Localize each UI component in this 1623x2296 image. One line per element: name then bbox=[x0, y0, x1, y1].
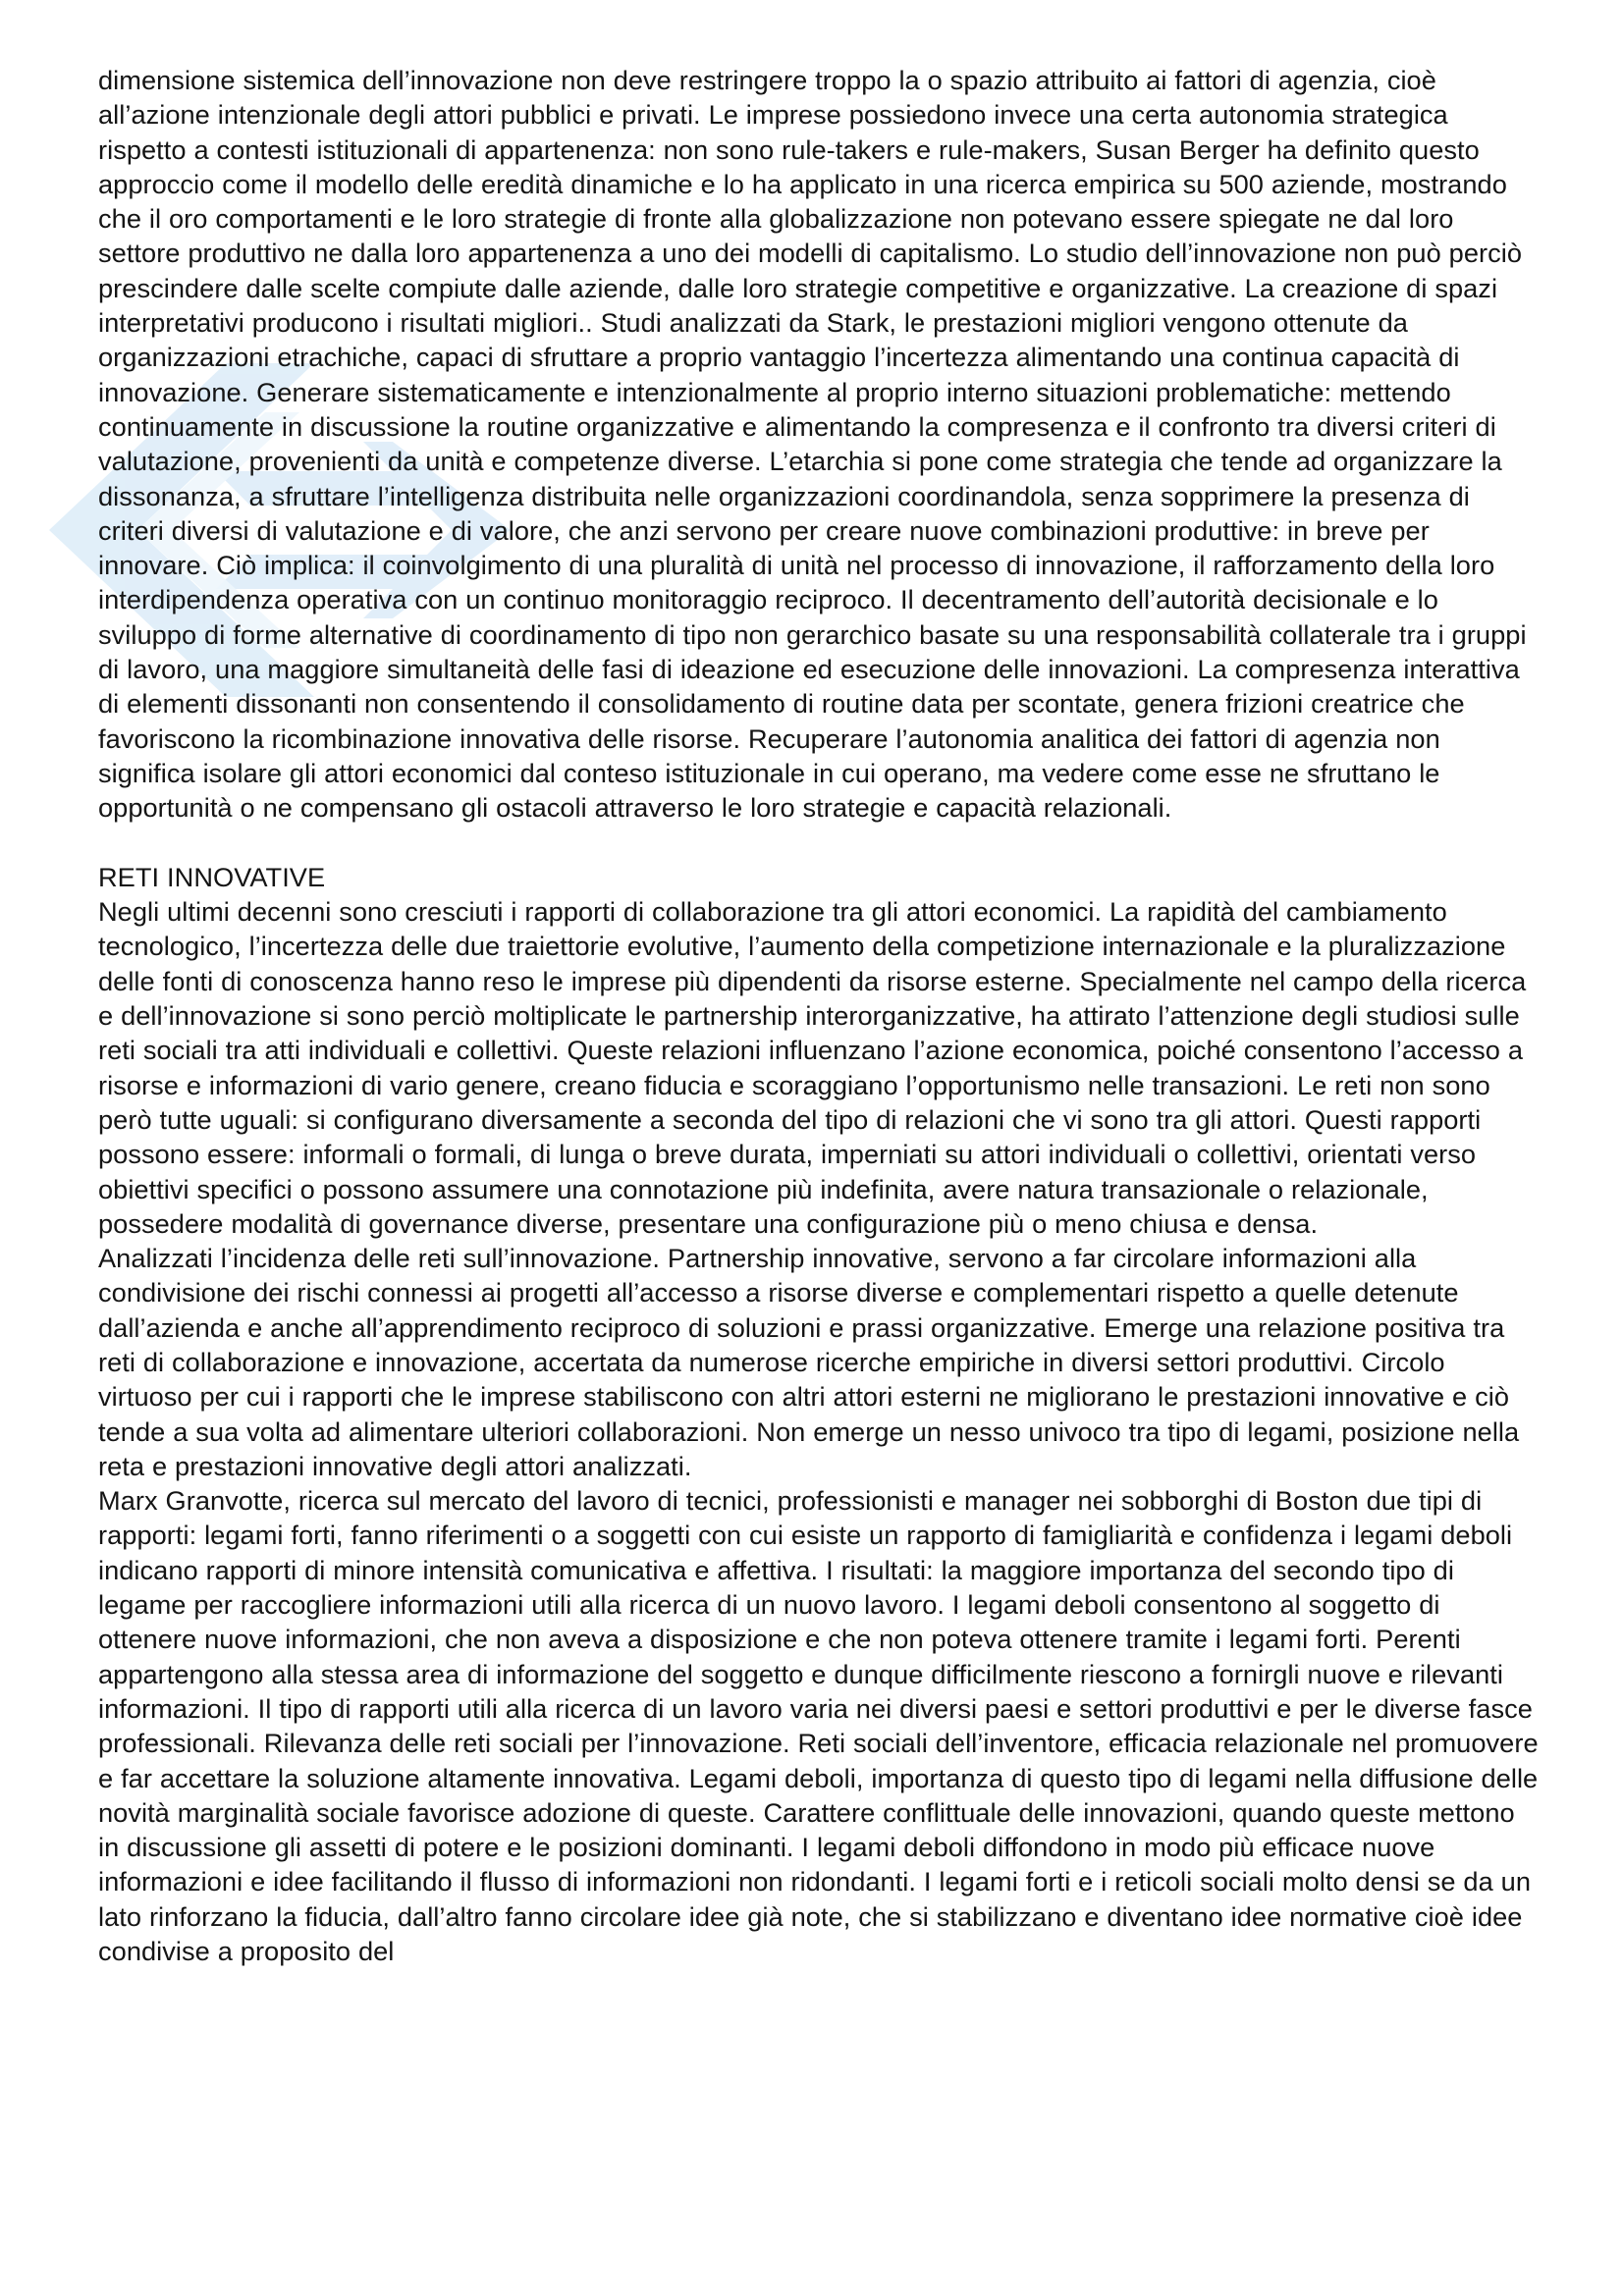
section-paragraph-3: Marx Granvotte, ricerca sul mercato del lavoro di tecnici, professionisti e manager nei sobborghi di Boston due tipi di rapporti: legami forti, fanno riferimenti o a soggetti con cui esiste un rapporto di famigliarità e confidenza i legami deboli indicano rapporti di minore intensità comunicativa e affettiva. I risultati: la maggiore importanza del secondo tipo di legame per raccogliere informazioni utili alla ricerca di un nuovo lavoro. I legami deboli consentono al soggetto di ottenere nuove informazioni, che non aveva a disposizione e che non poteva ottenere tramite i legami forti. Perenti appartengono alla stessa area di informazione del soggetto e dunque difficilmente riescono a fornirgli nuove e rilevanti informazioni. Il tipo di rapporti utili alla ricerca di un lavoro varia nei diversi paesi e settori produttivi e per le diverse fasce professionali. Rilevanza delle reti sociali per l’innovazione. Reti sociali dell’inventore, efficacia relazionale nel promuovere e far accettare la soluzione altamente innovativa. Legami deboli, importanza di questo tipo di legami nella diffusione delle novità marginalità sociale favorisce adozione di queste. Carattere conflittuale delle innovazioni, quando queste mettono in discussione gli assetti di potere e le posizioni dominanti. I legami deboli diffondono in modo più efficace nuove informazioni e idee facilitando il flusso di informazioni non ridondanti. I legami forti e i reticoli sociali molto densi se da un lato rinforzano la fiducia, dall’altro fanno circolare idee già note, che si stabilizzano e diventano idee normative cioè idee condivise a proposito del bbox=[98, 1485, 1539, 1967]
section-heading: RETI INNOVATIVE bbox=[98, 861, 326, 892]
intro-paragraph: dimensione sistemica dell’innovazione non deve restringere troppo la o spazio attribuito ai fattori di agenzia, cioè all’azione intenzionale degli attori pubblici e privati. Le imprese possiedono invece una certa autonomia strategica rispetto a contesti istituzionali di appartenenza: non sono rule-takers e rule-makers, Susan Berger ha definito questo approccio come il modello delle eredità dinamiche e lo ha applicato in una ricerca empirica su 500 aziende, mostrando che il oro comportamenti e le loro strategie di fronte alla globalizzazione non potevano essere spiegate ne dal loro settore produttivo ne dalla loro appartenenza a uno dei modelli di capitalismo. Lo studio dell’innovazione non può perciò prescindere dalle scelte compiute dalle aziende, dalle loro strategie competitive e organizzative. La creazione di spazi interpretativi producono i risultati migliori.. Studi analizzati da Stark, le prestazioni migliori vengono ottenute da organizzazioni etrachiche, capaci di sfruttare a proprio vantaggio l’incertezza alimentando una continua capacità di innovazione. Generare sistematicamente e intenzionalmente al proprio interno situazioni problematiche: mettendo continuamente in discussione la routine organizzative e alimentando la compresenza e il confronto tra diversi criteri di valutazione, provenienti da unità e competenze diverse. L’etarchia si pone come strategia che tende ad organizzare la dissonanza, a sfruttare l’intelligenza distribuita nelle organizzazioni coordinandola, senza sopprimere la presenza di criteri diversi di valutazione e di valore, che anzi servono per creare nuove combinazioni produttive: in breve per innovare. Ciò implica: il coinvolgimento di una pluralità di unità nel processo di innovazione, il rafforzamento della loro interdipendenza operativa con un continuo monitoraggio reciproco. Il decentramento dell’autorità decisionale e lo sviluppo di forme alternative di coordinamento di tipo non gerarchico basate su una responsabilità collaterale tra i gruppi di lavoro, una maggiore simultaneità delle fasi di ideazione ed esecuzione delle innovazioni. La compresenza interattiva di elementi dissonanti non consentendo il consolidamento di routine data per scontate, genera frizioni creatrice che favoriscono la ricombinazione innovativa delle risorse. Recuperare l’autonomia analitica dei fattori di agenzia non significa isolare gli attori economici dal conteso istituzionale in cui operano, ma vedere come esse ne sfruttano le opportunità o ne compensano gli ostacoli attraverso le loro strategie e capacità relazionali. bbox=[98, 65, 1527, 824]
paragraph-spacer bbox=[98, 826, 1542, 860]
document-body bbox=[98, 63, 1542, 1968]
section-paragraph-2: Analizzati l’incidenza delle reti sull’innovazione. Partnership innovative, servono a far circolare informazioni alla condivisione dei rischi connessi ai progetti all’accesso a risorse diverse e complementari rispetto a quelle detenute dall’azienda e anche all’apprendimento reciproco di soluzioni e prassi organizzative. Emerge una relazione positiva tra reti di collaborazione e innovazione, accertata da numerose ricerche empiriche in diversi settori produttivi. Circolo virtuoso per cui i rapporti che le imprese stabiliscono con altri attori esterni ne migliorano le prestazioni innovative e ciò tende a sua volta ad alimentare ulteriori collaborazioni. Non emerge un nesso univoco tra tipo di legami, posizione nella reta e prestazioni innovative degli attori analizzati. bbox=[98, 1243, 1520, 1481]
section-paragraph-1: Negli ultimi decenni sono cresciuti i rapporti di collaborazione tra gli attori economici. La rapidità del cambiamento tecnologico, l’incertezza delle due traiettorie evolutive, l’aumento della competizione internazionale e la pluralizzazione delle fonti di conoscenza hanno reso le imprese più dipendenti da risorse esterne. Specialmente nel campo della ricerca e dell’innovazione si sono perciò moltiplicate le partnership interorganizzative, ha attirato l’attenzione degli studiosi sulle reti sociali tra atti individuali e collettivi. Queste relazioni influenzano l’azione economica, poiché consentono l’accesso a risorse e informazioni di vario genere, creano fiducia e scoraggiano l’opportunismo nelle transazioni. Le reti non sono però tutte uguali: si configurano diversamente a seconda del tipo di relazioni che vi sono tra gli attori. Questi rapporti possono essere: informali o formali, di lunga o breve durata, imperniati su attori individuali o collettivi, orientati verso obiettivi specifici o possono assumere una connotazione più indefinita, avere natura transazionale o relazionale, possedere modalità di governance diverse, presentare una configurazione più o meno chiusa e densa. bbox=[98, 896, 1527, 1239]
